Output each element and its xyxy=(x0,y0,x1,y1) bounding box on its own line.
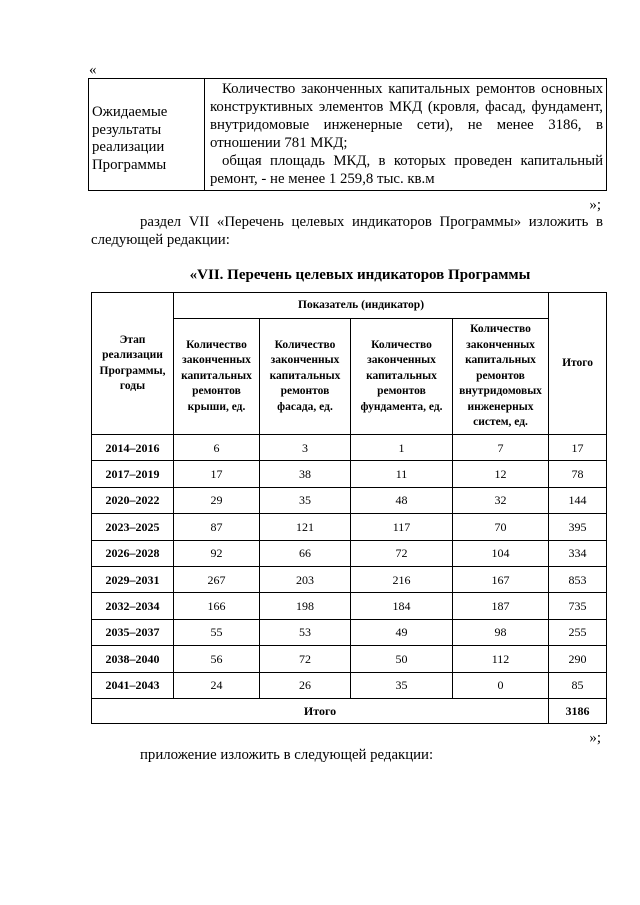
engineering-systems-repairs-cell: 167 xyxy=(453,566,549,592)
facade-repairs-cell: 35 xyxy=(260,487,351,513)
engineering-systems-repairs-cell: 187 xyxy=(453,593,549,619)
header-line: капитальных xyxy=(366,369,437,382)
header-line: инженерных xyxy=(467,400,534,413)
roof-repairs-cell: 55 xyxy=(174,619,260,645)
header-line: фундамента, ед. xyxy=(360,400,443,413)
header-line: капитальных xyxy=(465,354,536,367)
row-total-cell: 290 xyxy=(549,646,607,672)
text-line: общая площадь МКД, в которых проведен капитальный xyxy=(222,153,603,169)
label-line: реализации xyxy=(92,139,165,155)
period-cell: 2014–2016 xyxy=(92,435,174,461)
header-line: Этап xyxy=(119,333,146,346)
header-line: ремонтов xyxy=(280,385,330,398)
expected-results-table xyxy=(88,78,607,191)
roof-repairs-cell: 29 xyxy=(174,487,260,513)
facade-repairs-cell: 66 xyxy=(260,540,351,566)
roof-repairs-cell: 17 xyxy=(174,461,260,487)
header-line: Количество xyxy=(470,323,531,336)
header-line: Количество xyxy=(186,338,247,351)
engineering-systems-repairs-cell: 32 xyxy=(453,487,549,513)
period-cell: 2023–2025 xyxy=(92,514,174,540)
engineering-systems-repairs-cell: 12 xyxy=(453,461,549,487)
label-line: Программы xyxy=(92,156,167,173)
header-line: капитальных xyxy=(269,369,341,382)
expected-results-text xyxy=(210,80,603,188)
text-line: Количество законченных капитальных ремонтов основных xyxy=(222,81,603,97)
header-line: капитальных xyxy=(181,369,252,382)
foundation-repairs-cell: 50 xyxy=(351,646,453,672)
facade-repairs-cell: 198 xyxy=(260,593,351,619)
row-total-cell: 853 xyxy=(549,566,607,592)
period-cell: 2026–2028 xyxy=(92,540,174,566)
row-total-cell: 144 xyxy=(549,487,607,513)
header-line: годы xyxy=(119,380,146,392)
header-line: ремонтов xyxy=(192,385,241,398)
closing-quote-bottom: »; xyxy=(589,730,601,746)
facade-repairs-cell: 38 xyxy=(260,461,351,487)
grand-total-value: 3186 xyxy=(549,698,607,723)
indicator-group-header: Показатель (индикатор) xyxy=(174,293,549,319)
engineering-systems-repairs-cell: 0 xyxy=(453,672,549,698)
facade-repairs-cell: 53 xyxy=(260,619,351,645)
indicators-table xyxy=(91,292,607,724)
header-line: законченных xyxy=(367,354,436,367)
roof-repairs-header xyxy=(174,319,260,435)
facade-repairs-header xyxy=(260,319,351,435)
label-line: Ожидаемые xyxy=(92,104,168,120)
roof-repairs-cell: 56 xyxy=(174,646,260,672)
foundation-repairs-cell: 49 xyxy=(351,619,453,645)
foundation-repairs-cell: 72 xyxy=(351,540,453,566)
section-title: «VII. Перечень целевых индикаторов Программы xyxy=(189,267,531,283)
table-row xyxy=(92,487,607,513)
header-line: фасада, ед. xyxy=(277,400,333,413)
table-row xyxy=(92,672,607,698)
period-cell: 2038–2040 xyxy=(92,646,174,672)
roof-repairs-cell: 166 xyxy=(174,593,260,619)
label-line: результаты xyxy=(92,121,162,138)
foundation-repairs-cell: 35 xyxy=(351,672,453,698)
header-line: законченных xyxy=(270,354,340,367)
period-cell: 2017–2019 xyxy=(92,461,174,487)
header-line: Количество xyxy=(371,338,432,351)
table-row xyxy=(92,514,607,540)
expected-results-label xyxy=(92,104,167,174)
foundation-repairs-cell: 117 xyxy=(351,514,453,540)
roof-repairs-cell: 24 xyxy=(174,672,260,698)
foundation-repairs-header xyxy=(351,319,453,435)
text-line: конструктивных элементов МКД (кровля, фасад, фундамент, xyxy=(210,99,603,115)
instruction-line: следующей редакции: xyxy=(91,232,230,248)
row-total-cell: 334 xyxy=(549,540,607,566)
period-cell: 2020–2022 xyxy=(92,487,174,513)
text-line: внутридомовые инженерные сети), не менее 3186, в xyxy=(210,117,603,133)
header-line: ремонтов xyxy=(476,369,525,382)
header-line: внутридомовых xyxy=(459,385,542,398)
row-total-cell: 17 xyxy=(549,435,607,461)
expected-results-label-cell xyxy=(89,79,205,190)
row-total-cell: 85 xyxy=(549,672,607,698)
table-row xyxy=(92,646,607,672)
grand-total-row xyxy=(92,698,607,723)
header-line: систем, ед. xyxy=(473,416,528,429)
header-line: Количество xyxy=(274,338,336,351)
instruction-line: раздел VII «Перечень целевых индикаторов Программы» изложить в xyxy=(140,214,603,230)
period-cell: 2032–2034 xyxy=(92,593,174,619)
period-cell: 2029–2031 xyxy=(92,566,174,592)
opening-quote: « xyxy=(89,62,97,78)
total-header: Итого xyxy=(549,293,607,435)
roof-repairs-cell: 87 xyxy=(174,514,260,540)
table-row xyxy=(92,593,607,619)
engineering-systems-repairs-cell: 112 xyxy=(453,646,549,672)
engineering-systems-repairs-header xyxy=(453,319,549,435)
header-line: Программы, xyxy=(99,364,166,377)
table-row xyxy=(92,540,607,566)
foundation-repairs-cell: 48 xyxy=(351,487,453,513)
header-line: законченных xyxy=(182,354,251,367)
period-cell: 2035–2037 xyxy=(92,619,174,645)
roof-repairs-cell: 92 xyxy=(174,540,260,566)
row-total-cell: 395 xyxy=(549,514,607,540)
engineering-systems-repairs-cell: 7 xyxy=(453,435,549,461)
instruction-paragraph xyxy=(91,213,603,249)
grand-total-label: Итого xyxy=(92,698,549,723)
period-cell: 2041–2043 xyxy=(92,672,174,698)
stage-header xyxy=(92,293,174,435)
facade-repairs-cell: 72 xyxy=(260,646,351,672)
row-total-cell: 78 xyxy=(549,461,607,487)
foundation-repairs-cell: 216 xyxy=(351,566,453,592)
table-row xyxy=(92,619,607,645)
foundation-repairs-cell: 184 xyxy=(351,593,453,619)
header-row xyxy=(92,293,607,319)
facade-repairs-cell: 26 xyxy=(260,672,351,698)
roof-repairs-cell: 6 xyxy=(174,435,260,461)
header-line: крыши, ед. xyxy=(187,400,246,413)
table-row xyxy=(92,566,607,592)
appendix-instruction: приложение изложить в следующей редакции: xyxy=(140,747,434,763)
row-total-cell: 255 xyxy=(549,619,607,645)
row-total-cell: 735 xyxy=(549,593,607,619)
facade-repairs-cell: 121 xyxy=(260,514,351,540)
header-line: реализации xyxy=(102,349,163,361)
header-line: законченных xyxy=(466,338,535,351)
engineering-systems-repairs-cell: 104 xyxy=(453,540,549,566)
facade-repairs-cell: 203 xyxy=(260,566,351,592)
text-line: ремонт, - не менее 1 259,8 тыс. кв.м xyxy=(210,171,435,187)
table-row xyxy=(92,461,607,487)
header-line: ремонтов xyxy=(377,385,426,398)
roof-repairs-cell: 267 xyxy=(174,566,260,592)
facade-repairs-cell: 3 xyxy=(260,435,351,461)
closing-quote-top: »; xyxy=(589,197,601,213)
text-line: отношении 781 МКД; xyxy=(210,135,348,151)
foundation-repairs-cell: 11 xyxy=(351,461,453,487)
engineering-systems-repairs-cell: 70 xyxy=(453,514,549,540)
foundation-repairs-cell: 1 xyxy=(351,435,453,461)
engineering-systems-repairs-cell: 98 xyxy=(453,619,549,645)
table-row xyxy=(92,435,607,461)
